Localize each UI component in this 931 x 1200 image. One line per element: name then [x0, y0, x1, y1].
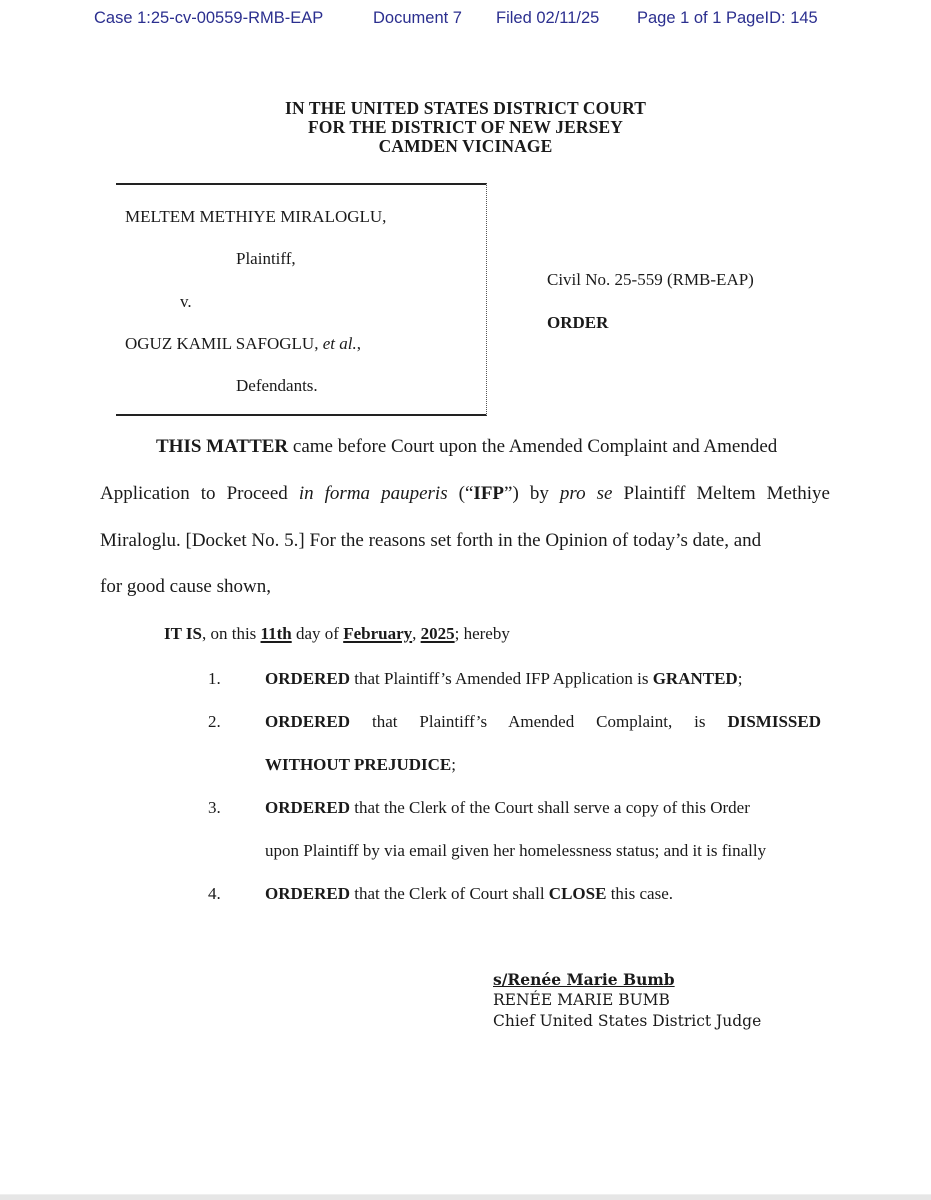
- document-title: ORDER: [547, 313, 609, 332]
- court-heading: [0, 99, 931, 156]
- defendant-name: OGUZ KAMIL SAFOGLU, et al.,: [125, 334, 361, 353]
- order-item-2-number: 2.: [208, 712, 221, 731]
- order-item-1-number: 1.: [208, 669, 221, 688]
- it-is-line: IT IS, on this 11th day of February, 2025; hereby: [164, 624, 510, 643]
- court-line-3: CAMDEN VICINAGE: [378, 136, 553, 156]
- case-number: Case 1:25-cv-00559-RMB-EAP: [94, 9, 324, 27]
- signature-block: [493, 969, 761, 1032]
- order-item-3-continued: upon Plaintiff by via email given her homelessness status; and it is finally: [265, 841, 767, 860]
- order-month: February: [343, 624, 413, 643]
- order-day: 11th: [260, 624, 292, 643]
- judge-name: RENÉE MARIE BUMB: [493, 991, 670, 1009]
- page-id: Page 1 of 1 PageID: 145: [637, 9, 818, 27]
- document-number: Document 7: [373, 9, 462, 27]
- electronic-signature: s/Renée Marie Bumb: [493, 970, 675, 989]
- order-item-2: ORDERED that Plaintiff’s Amended Complaint, is DISMISSED: [265, 712, 821, 731]
- versus: v.: [180, 292, 192, 311]
- paragraph-line-4: for good cause shown,: [100, 576, 271, 597]
- court-line-2: FOR THE DISTRICT OF NEW JERSEY: [307, 117, 623, 137]
- order-item-4: ORDERED that the Clerk of Court shall CLOSE this case.: [265, 884, 674, 903]
- order-year: 2025: [420, 624, 455, 643]
- order-item-2-continued: WITHOUT PREJUDICE;: [265, 755, 456, 774]
- paragraph-line-2: Application to Proceed in forma pauperis (“IFP”) by pro se Plaintiff Meltem Methiye: [100, 483, 830, 504]
- filed-date: Filed 02/11/25: [496, 9, 600, 27]
- plaintiff-name: MELTEM METHIYE MIRALOGLU,: [125, 207, 387, 226]
- page-bottom-edge: [0, 1194, 931, 1200]
- order-item-4-number: 4.: [208, 884, 221, 903]
- paragraph-line-3: Miraloglu. [Docket No. 5.] For the reasons set forth in the Opinion of today’s date, and: [100, 530, 762, 551]
- order-item-3-number: 3.: [208, 798, 221, 817]
- plaintiff-label: Plaintiff,: [236, 249, 296, 268]
- defendant-label: Defendants.: [236, 376, 318, 395]
- paragraph-line-1: THIS MATTER came before Court upon the Amended Complaint and Amended: [156, 436, 778, 457]
- order-item-1: ORDERED that Plaintiff’s Amended IFP Application is GRANTED;: [265, 669, 743, 688]
- civil-number: Civil No. 25-559 (RMB-EAP): [547, 270, 754, 289]
- judge-title: Chief United States District Judge: [493, 1012, 762, 1030]
- court-line-1: IN THE UNITED STATES DISTRICT COURT: [285, 98, 646, 118]
- order-item-3: ORDERED that the Clerk of the Court shall serve a copy of this Order: [265, 798, 750, 817]
